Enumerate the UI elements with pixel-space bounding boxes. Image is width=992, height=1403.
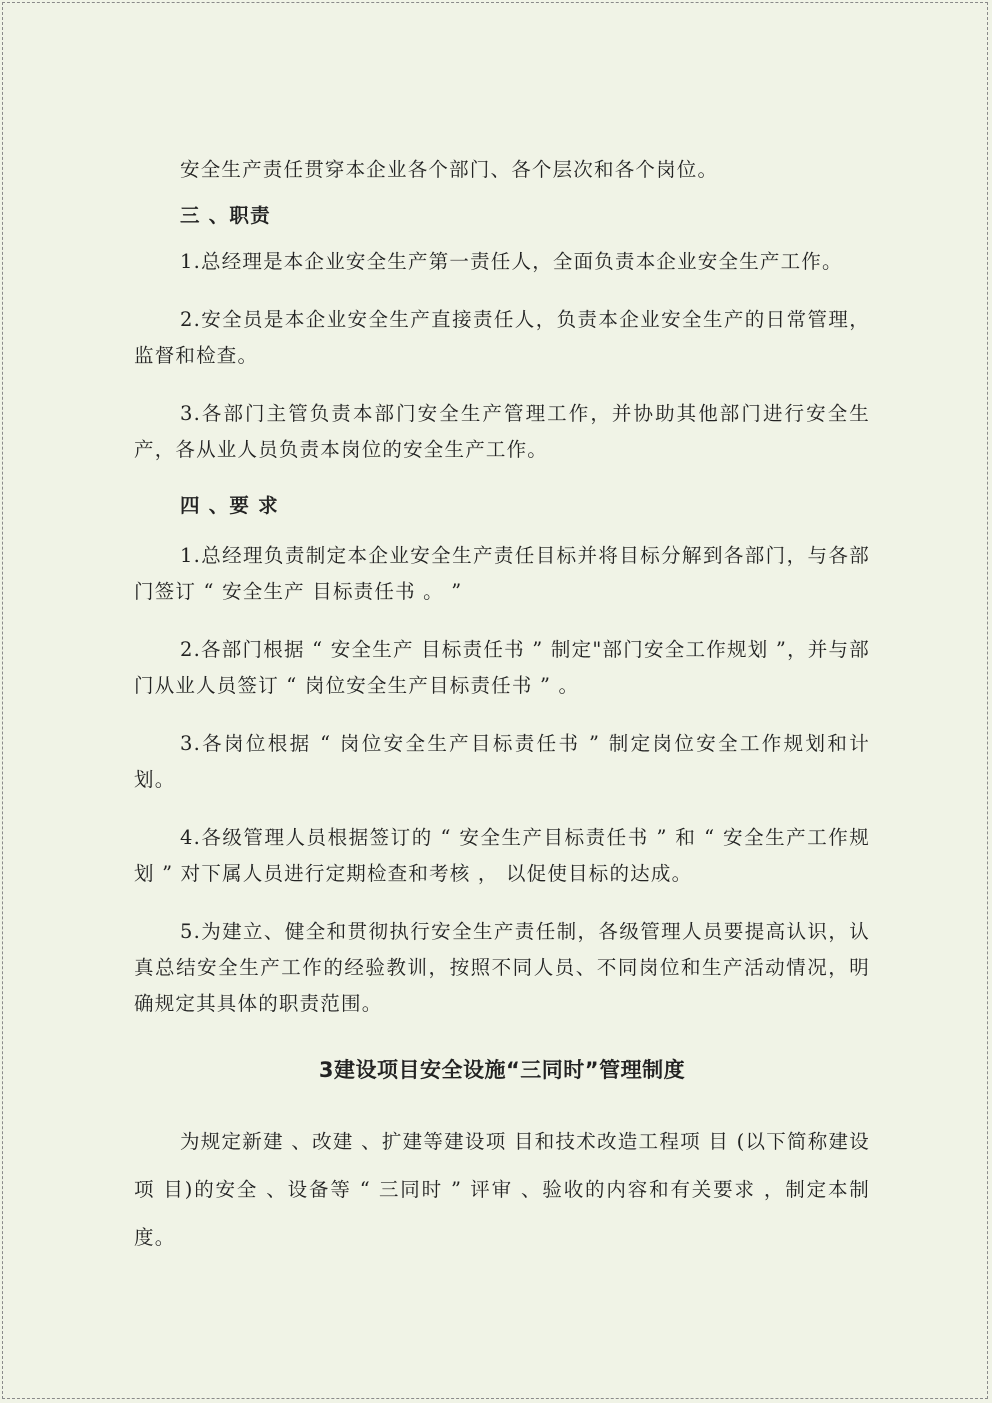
duty-item-1: 1.总经理是本企业安全生产第一责任人，全面负责本企业安全生产工作。 (180, 250, 843, 273)
intro-paragraph: 安全生产责任贯穿本企业各个部门、各个层次和各个岗位。 (180, 158, 719, 181)
requirement-item-5: 5.为建立、健全和贯彻执行安全生产责任制，各级管理人员要提高认识，认真总结安全生产工作的经验教训，按照不同人员、不同岗位和生产活动情况，明确规定其具体的职责范围。 (134, 920, 870, 1015)
requirement-item-1: 1.总经理负责制定本企业安全生产责任目标并将目标分解到各部门，与各部门签订 “ 安全生产 目标责任书 。 ” (134, 544, 870, 603)
document-body (134, 150, 870, 1262)
section-heading-requirements: 四 、要 求 (180, 494, 279, 517)
requirement-item-4: 4.各级管理人员根据签订的 “ 安全生产目标责任书 ” 和 “ 安全生产工作规划 ” 对下属人员进行定期检查和考核 ， 以促使目标的达成。 (134, 826, 870, 885)
requirement-item-3: 3.各岗位根据 “ 岗位安全生产目标责任书 ” 制定岗位安全工作规划和计划。 (134, 732, 870, 791)
chapter-title: 3建设项目安全设施“三同时”管理制度 (318, 1058, 686, 1082)
section-heading-duties: 三 、职责 (180, 204, 271, 227)
requirement-item-2: 2.各部门根据 “ 安全生产 目标责任书 ” 制定"部门安全工作规划 ”，并与部门从业人员签订 “ 岗位安全生产目标责任书 ” 。 (134, 638, 870, 697)
duty-item-2: 2.安全员是本企业安全生产直接责任人，负责本企业安全生产的日常管理，监督和检查。 (134, 308, 870, 367)
duty-item-3: 3.各部门主管负责本部门安全生产管理工作，并协助其他部门进行安全生产，各从业人员负责本岗位的安全生产工作。 (134, 402, 870, 461)
chapter-intro-paragraph: 为规定新建 、改建 、扩建等建设项 目和技术改造工程项 目 (以下简称建设项 目)的安全 、设备等 “ 三同时 ” 评审 、验收的内容和有关要求 ，制定本制度。 (134, 1130, 870, 1249)
